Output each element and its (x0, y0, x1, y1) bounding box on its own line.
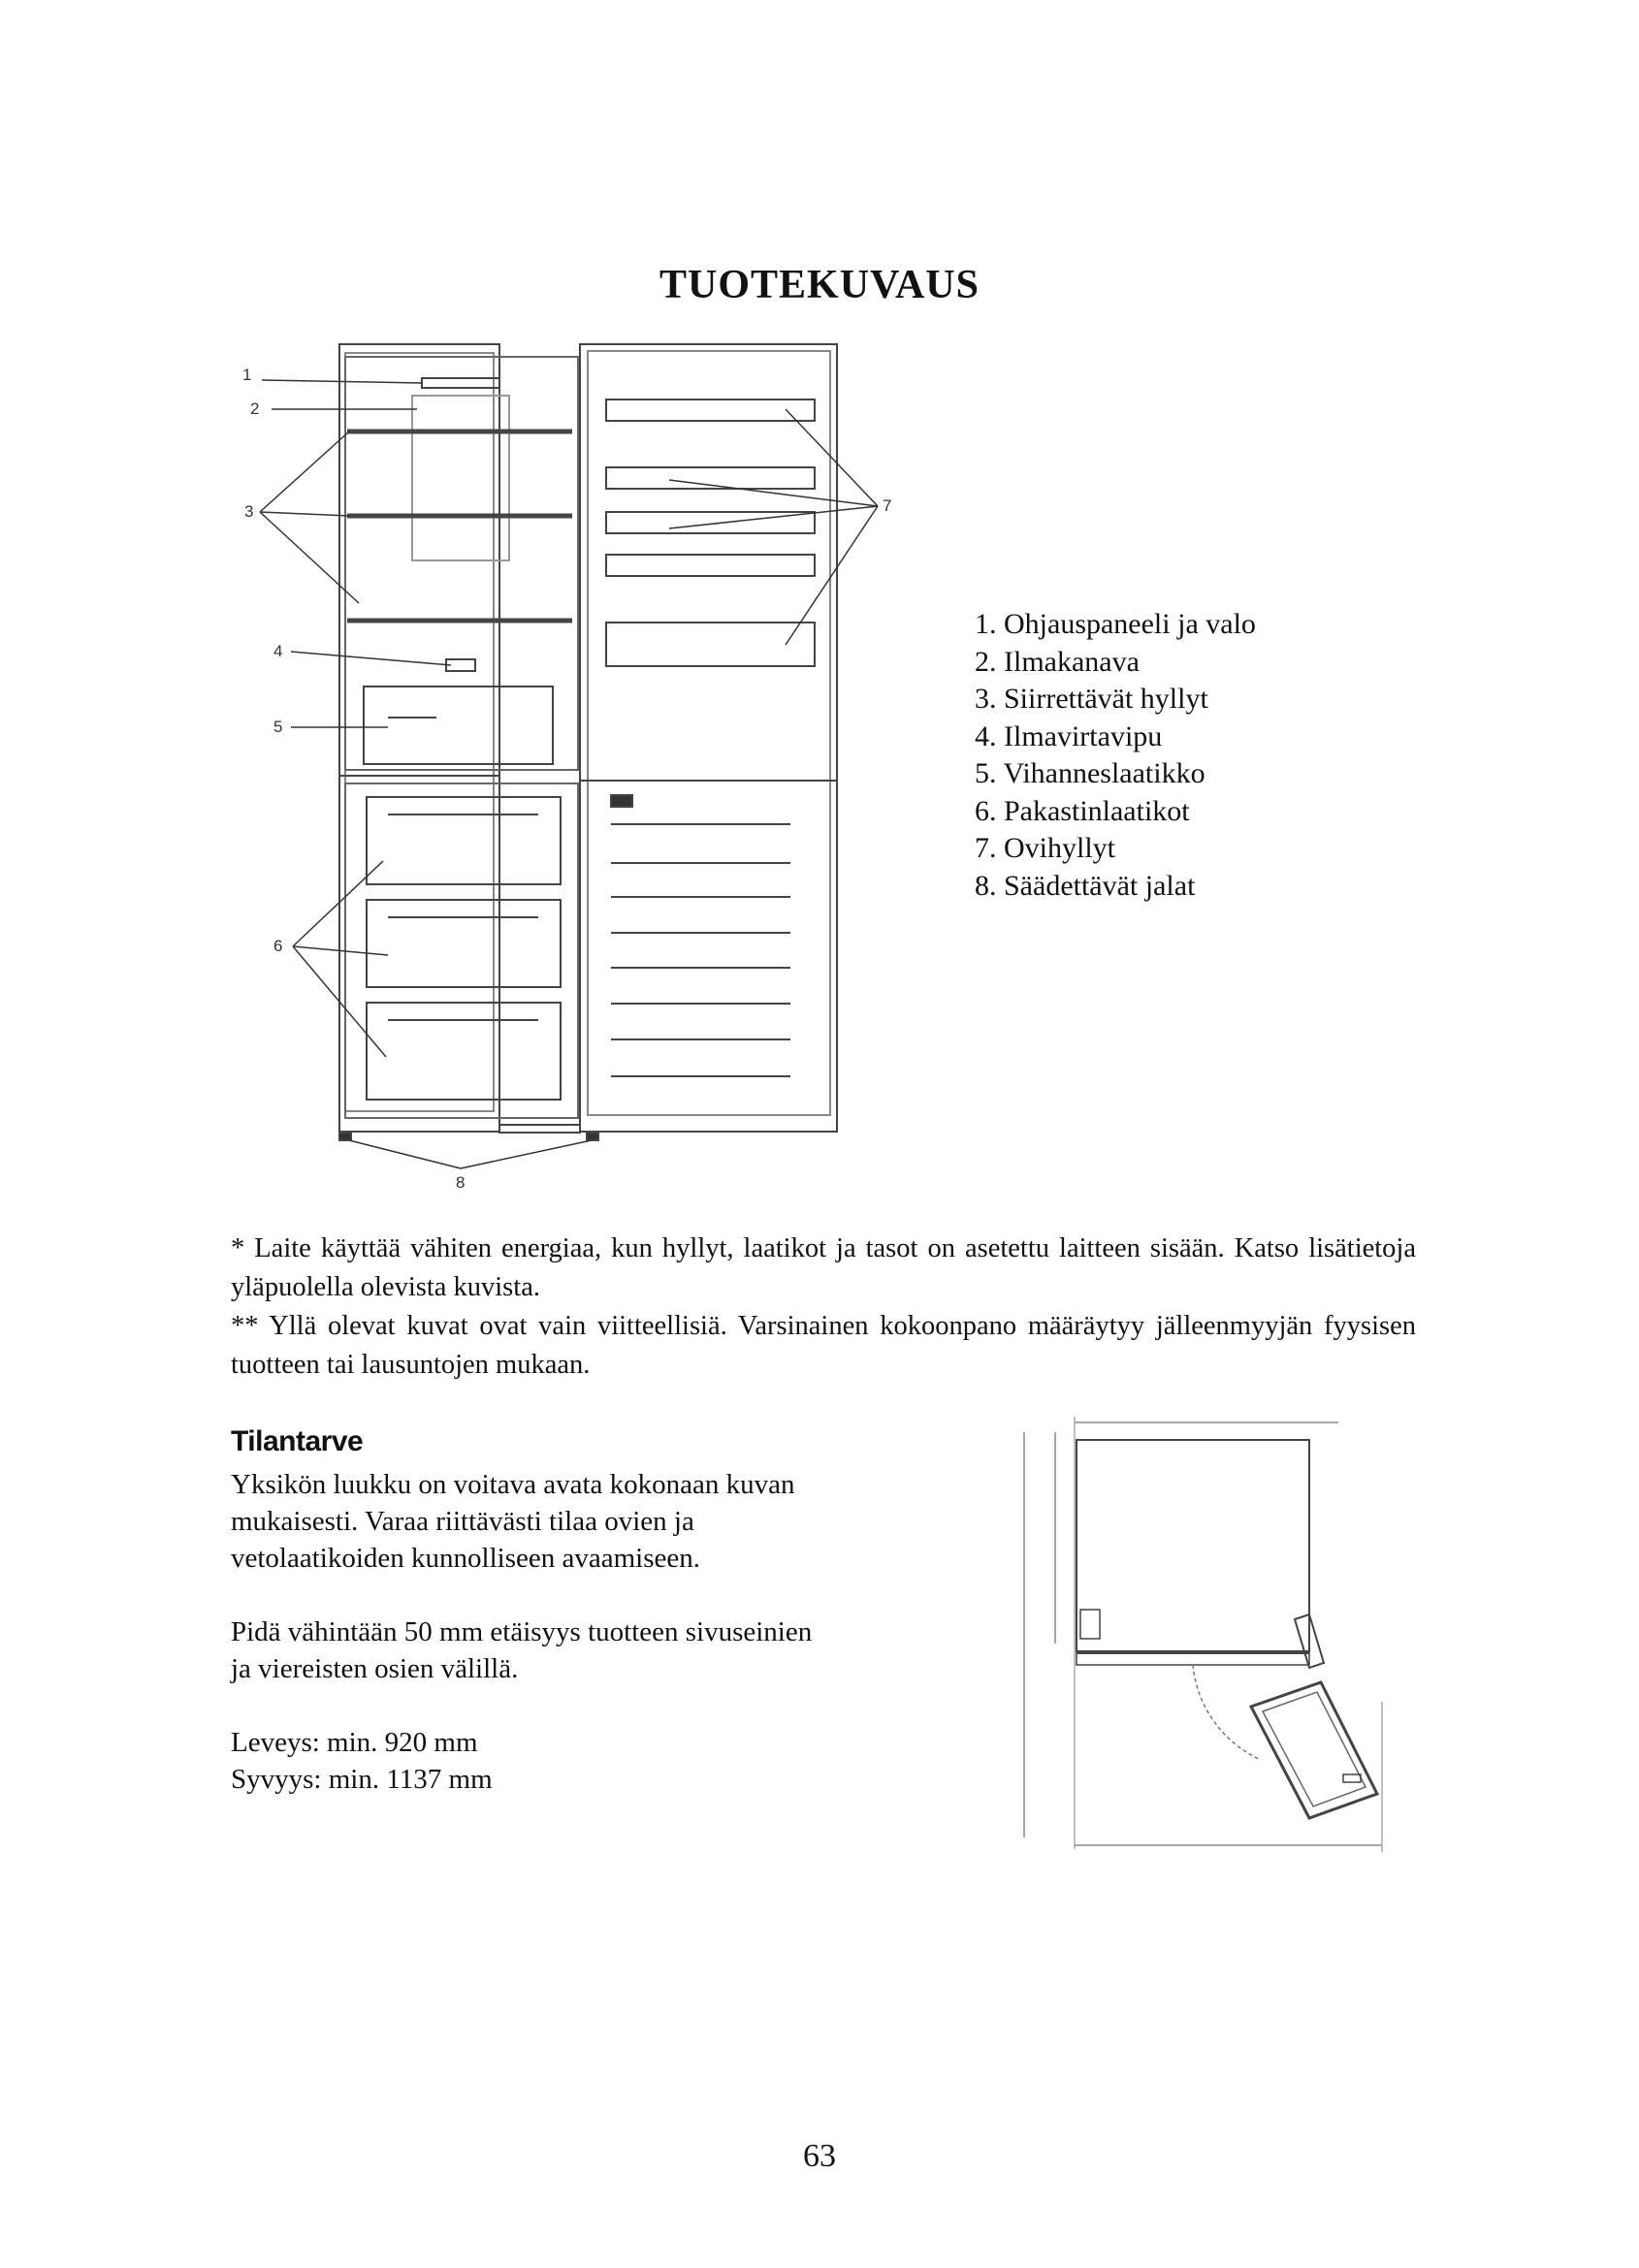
callout-8: 8 (456, 1173, 466, 1192)
callout-3: 3 (244, 502, 254, 521)
callout-2: 2 (250, 399, 260, 418)
open-door-shape (1251, 1682, 1377, 1818)
legend-item: 3. Siirrettävät hyllyt (975, 683, 1208, 715)
space-paragraph: Pidä vähintään 50 mm etäisyys tuotteen sivuseinien ja viereisten osien välillä. (231, 1616, 813, 1684)
door-shelf-shape (606, 555, 815, 576)
clearance-diagram (1009, 1411, 1435, 1857)
reference-note: ** Yllä olevat kuvat ovat vain viitteellisiä. Varsinainen kokoonpano määräytyy jälleenmyyjän fyysisen tuotteen tai lausuntojen mukaan. (231, 1311, 1416, 1380)
callout-6: 6 (273, 937, 283, 955)
notes-section (231, 1230, 1416, 1385)
door-shelf-shape (606, 623, 815, 666)
page-title: TUOTEKUVAUS (659, 263, 980, 307)
legend-item: 1. Ohjauspaneeli ja valo (975, 608, 1256, 640)
door-shelf-shape (606, 512, 815, 533)
legend-item: 7. Ovihyllyt (975, 832, 1116, 864)
width-requirement: Leveys: min. 920 mm (231, 1727, 478, 1758)
callout-1: 1 (242, 366, 252, 384)
legend-item: 4. Ilmavirtavipu (975, 719, 1163, 752)
legend-item: 5. Vihanneslaatikko (975, 757, 1205, 789)
fridge-door-outline (580, 344, 837, 1132)
page-number: 63 (803, 2138, 836, 2174)
callout-4: 4 (273, 642, 283, 660)
depth-requirement: Syvyys: min. 1137 mm (231, 1764, 493, 1795)
freezer-drawer-shape (367, 900, 561, 987)
legend-item: 6. Pakastinlaatikot (975, 794, 1190, 827)
space-paragraph: Yksikön luukku on voitava avata kokonaan kuvan mukaisesti. Varaa riittävästi tilaa ovien ja vetolaatikoiden kunnolliseen avaamiseen. (231, 1469, 795, 1574)
crisper-drawer-shape (364, 687, 553, 764)
legend-item: 2. Ilmakanava (975, 645, 1140, 678)
callout-5: 5 (273, 718, 283, 736)
parts-legend (975, 606, 1256, 905)
energy-note: * Laite käyttää vähiten energiaa, kun hyllyt, laatikot ja tasot on asetettu laitteen sisään. Katso lisätietoja yläpuolella olevista kuvista. (231, 1233, 1416, 1302)
freezer-drawer-shape (367, 797, 561, 884)
fridge-diagram (242, 339, 892, 1202)
legend-item: 8. Säädettävät jalat (975, 869, 1196, 902)
space-section-title: Tilantarve (231, 1425, 364, 1457)
control-panel-shape (422, 378, 499, 388)
cabinet-outline (1077, 1440, 1309, 1651)
freezer-drawer-shape (367, 1003, 561, 1100)
space-requirements (231, 1466, 837, 1798)
door-shelf-shape (606, 399, 815, 421)
callout-7: 7 (883, 496, 892, 515)
